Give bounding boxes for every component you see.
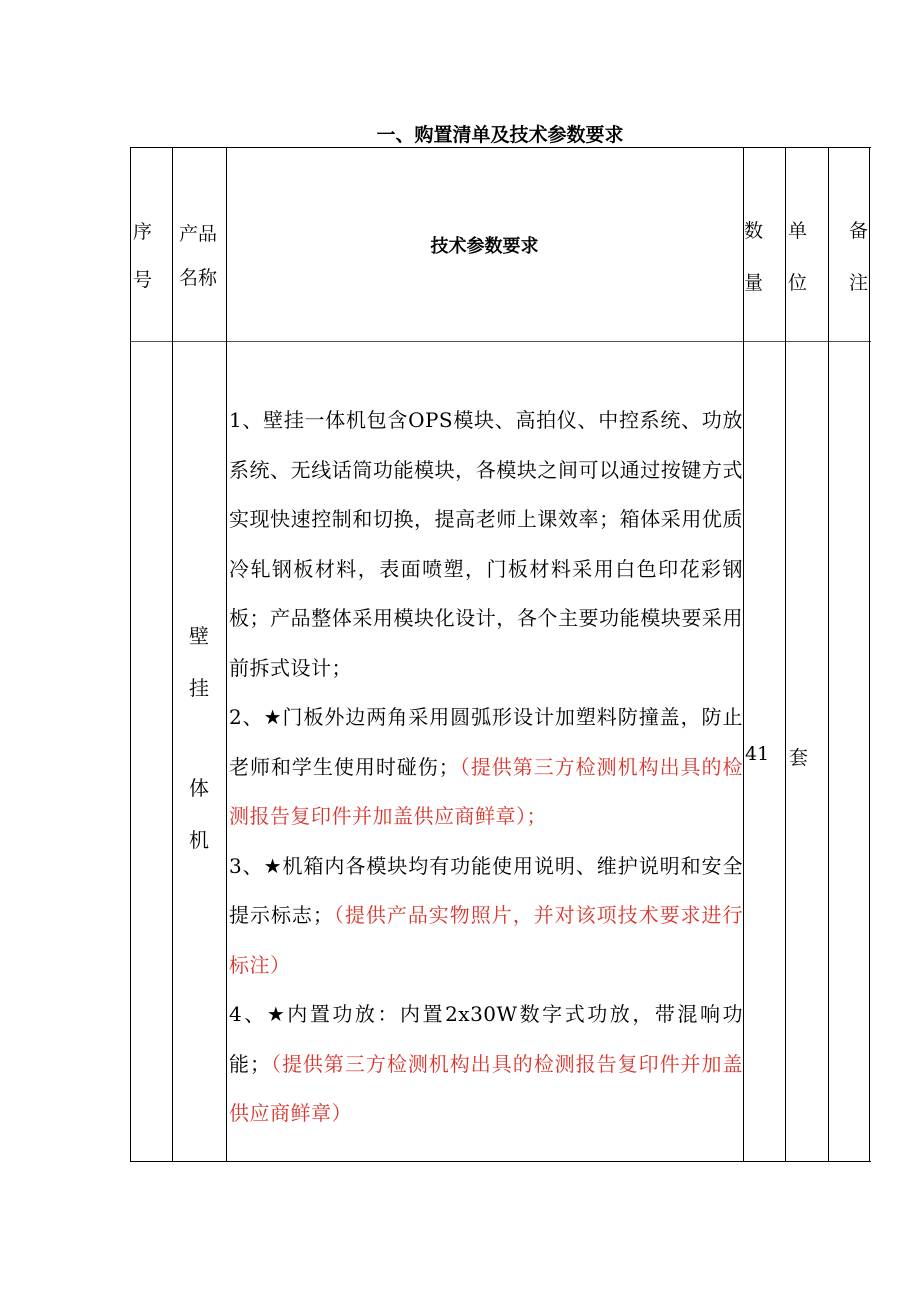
header-specs: 技术参数要求 [430, 236, 539, 257]
header-remarks-line2: 注 [849, 272, 869, 294]
spec-item-3-text: 机箱内各模块均有功能使用说明、维护说明和安全提示标志； [229, 853, 744, 927]
col-divider-4 [785, 147, 786, 1162]
product-name-char-2: 挂 [189, 676, 209, 700]
table-border-top [130, 147, 871, 148]
header-product-name-line1: 产品 [179, 223, 218, 245]
row-unit: 套 [789, 747, 809, 769]
header-quantity-line1: 数 [744, 220, 764, 242]
spec-item-3-prefix: 3、 [229, 853, 264, 878]
star-icon: ★ [263, 705, 283, 729]
spec-item-4-note: （提供第三方检测机构出具的检测报告复印件并加盖供应商鲜章） [229, 1051, 744, 1125]
star-icon: ★ [266, 1002, 288, 1026]
spec-item-4 [229, 990, 743, 1139]
spec-item-2-text: 门板外边两角采用圆弧形设计加塑料防撞盖，防止老师和学生使用时碰伤； [229, 705, 744, 779]
header-seq-line1: 序 [133, 221, 153, 243]
header-product-name [179, 212, 217, 300]
header-remarks [849, 205, 868, 309]
spec-item-4-text: 内置功放：内置2x30W数字式功放，带混响功能； [229, 1002, 743, 1076]
header-quantity-line2: 量 [744, 272, 764, 294]
row-quantity: 41 [745, 743, 770, 765]
header-unit-line1: 单 [788, 220, 808, 242]
header-seq [133, 208, 152, 304]
header-unit-line2: 位 [788, 272, 808, 294]
spec-item-1-text: 1、壁挂一体机包含OPS模块、高拍仪、中控系统、功放系统、无线话筒功能模块，各模块之间可以通过按键方式实现快速控制和切换，提高老师上课效率；箱体采用优质冷轧钢板材料，表面喷塑，门板材料采用白色印花彩钢板；产品整体采用模块化设计，各个主要功能模块要采用前拆式设计； [229, 408, 743, 680]
product-name-char-4: 机 [189, 828, 209, 852]
table-border-right [869, 147, 870, 1162]
header-unit [788, 205, 807, 309]
spec-item-3 [229, 842, 743, 991]
product-name-char-3: 体 [189, 776, 209, 800]
table-border-left [130, 147, 131, 1162]
star-icon: ★ [263, 853, 283, 878]
header-remarks-line1: 备 [849, 220, 869, 242]
spec-item-3-note: （提供产品实物照片，并对该项技术要求进行标注） [229, 903, 744, 977]
header-seq-line2: 号 [133, 269, 153, 291]
header-quantity [744, 205, 763, 309]
spec-item-2-prefix: 2、 [229, 705, 264, 729]
spec-item-2 [229, 693, 743, 842]
row-spec-text [229, 396, 743, 1139]
col-divider-2 [226, 147, 227, 1162]
page-title: 一、购置清单及技术参数要求 [376, 124, 624, 146]
spec-item-2-note: （提供第三方检测机构出具的检测报告复印件并加盖供应商鲜章）； [229, 754, 744, 828]
col-divider-1 [172, 147, 173, 1162]
product-name-char-1: 壁 [189, 624, 209, 648]
col-divider-5 [828, 147, 829, 1162]
table-border-bottom [130, 1161, 871, 1162]
header-product-name-line2: 名称 [179, 267, 218, 289]
row-product-name [189, 610, 209, 866]
spec-item-4-prefix: 4、 [229, 1002, 267, 1026]
spec-item-1 [229, 396, 743, 693]
table-header-divider [130, 341, 871, 342]
